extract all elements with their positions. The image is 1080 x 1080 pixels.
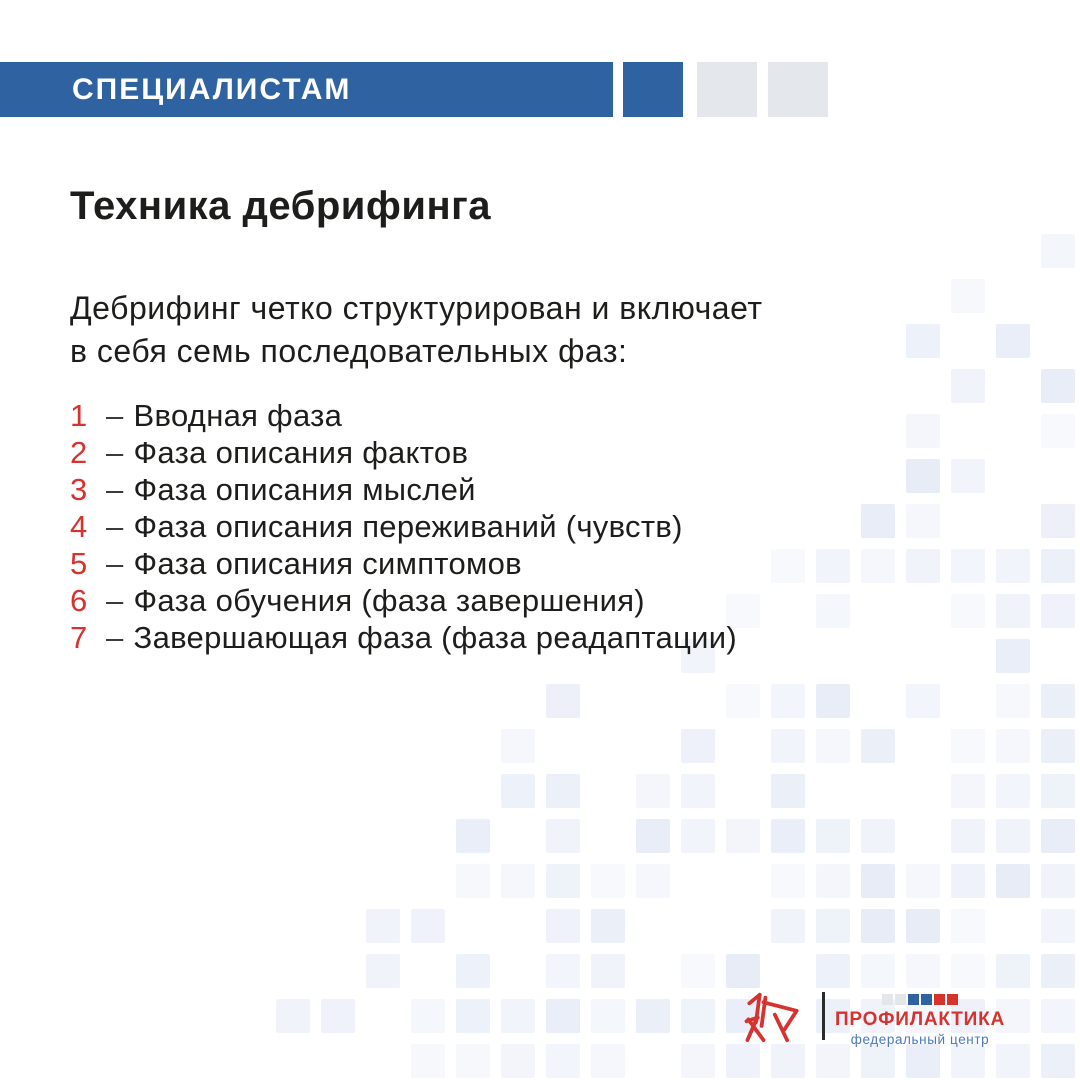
mosaic-square (501, 729, 535, 763)
mosaic-square (681, 1044, 715, 1078)
mosaic-square (771, 819, 805, 853)
mosaic-square (501, 999, 535, 1033)
phase-text: Фаза описания переживаний (чувств) (133, 509, 683, 544)
mosaic-square (951, 729, 985, 763)
mosaic-square (951, 549, 985, 583)
mosaic-square (726, 954, 760, 988)
header-banner (0, 62, 613, 117)
flag-square (921, 994, 932, 1005)
mosaic-square (276, 999, 310, 1033)
logo-divider (822, 992, 825, 1040)
mosaic-square (591, 909, 625, 943)
mosaic-square (816, 729, 850, 763)
mosaic-square (456, 954, 490, 988)
mosaic-square (861, 549, 895, 583)
mosaic-square (591, 864, 625, 898)
mosaic-square (1041, 504, 1075, 538)
phase-row (70, 545, 737, 582)
phase-row (70, 397, 737, 434)
mosaic-square (996, 774, 1030, 808)
mosaic-square (321, 999, 355, 1033)
mosaic-square (771, 864, 805, 898)
mosaic-square (951, 279, 985, 313)
mosaic-square (906, 549, 940, 583)
phase-number: 4 (70, 509, 88, 544)
mosaic-square (411, 999, 445, 1033)
phase-row (70, 508, 737, 545)
mosaic-square (906, 909, 940, 943)
mosaic-square (591, 954, 625, 988)
phase-dash: – (106, 546, 124, 581)
mosaic-square (1041, 909, 1075, 943)
mosaic-square (816, 594, 850, 628)
mosaic-square (1041, 234, 1075, 268)
mosaic-square (771, 684, 805, 718)
mosaic-square (501, 774, 535, 808)
logo-flag-row (830, 994, 1010, 1005)
phase-number: 2 (70, 435, 88, 470)
mosaic-square (861, 729, 895, 763)
mosaic-square (996, 954, 1030, 988)
mosaic-square (816, 864, 850, 898)
mosaic-square (951, 864, 985, 898)
mosaic-square (1041, 684, 1075, 718)
mosaic-square (951, 954, 985, 988)
mosaic-square (816, 909, 850, 943)
chair-icon (742, 991, 802, 1043)
phase-dash: – (106, 398, 124, 433)
phase-number: 7 (70, 620, 88, 655)
mosaic-square (996, 639, 1030, 673)
mosaic-square (366, 909, 400, 943)
mosaic-square (546, 819, 580, 853)
phase-dash: – (106, 620, 124, 655)
mosaic-square (1041, 954, 1075, 988)
mosaic-square (411, 1044, 445, 1078)
mosaic-square (996, 324, 1030, 358)
mosaic-square (1041, 549, 1075, 583)
phase-row (70, 619, 737, 656)
mosaic-square (726, 684, 760, 718)
flag-square (908, 994, 919, 1005)
mosaic-square (771, 549, 805, 583)
mosaic-square (996, 729, 1030, 763)
phase-text: Фаза описания мыслей (133, 472, 476, 507)
mosaic-square (636, 999, 670, 1033)
mosaic-square (951, 909, 985, 943)
mosaic-square (726, 819, 760, 853)
mosaic-square (1041, 864, 1075, 898)
mosaic-square (906, 954, 940, 988)
mosaic-square (861, 819, 895, 853)
flag-square (882, 994, 893, 1005)
mosaic-square (681, 954, 715, 988)
mosaic-square (1041, 729, 1075, 763)
mosaic-square (861, 864, 895, 898)
mosaic-square (996, 864, 1030, 898)
mosaic-square (546, 774, 580, 808)
mosaic-square (456, 999, 490, 1033)
mosaic-square (861, 954, 895, 988)
mosaic-square (591, 999, 625, 1033)
phase-row (70, 471, 737, 508)
mosaic-square (456, 819, 490, 853)
mosaic-square (546, 954, 580, 988)
brand-name: ПРОФИЛАКТИКА (834, 1009, 1006, 1030)
mosaic-square (771, 909, 805, 943)
mosaic-square (816, 819, 850, 853)
phase-number: 5 (70, 546, 88, 581)
mosaic-square (906, 324, 940, 358)
mosaic-square (636, 864, 670, 898)
mosaic-square (816, 684, 850, 718)
phase-dash: – (106, 509, 124, 544)
banner-accent-square-blue (623, 62, 683, 117)
banner-accent-square-light-2 (768, 62, 828, 117)
header-banner-label: СПЕЦИАЛИСТАМ (72, 73, 352, 106)
intro-line-2: в себя семь последовательных фаз: (70, 333, 628, 369)
mosaic-square (951, 594, 985, 628)
mosaic-square (1041, 819, 1075, 853)
phase-text: Фаза обучения (фаза завершения) (133, 583, 645, 618)
mosaic-square (366, 954, 400, 988)
phase-number: 1 (70, 398, 88, 433)
banner-accent-square-light-1 (697, 62, 757, 117)
phase-dash: – (106, 583, 124, 618)
mosaic-square (1041, 414, 1075, 448)
phase-row (70, 582, 737, 619)
mosaic-square (906, 414, 940, 448)
brand-subtitle: федеральный центр (850, 1032, 990, 1047)
mosaic-square (1041, 1044, 1075, 1078)
phase-dash: – (106, 435, 124, 470)
mosaic-square (411, 909, 445, 943)
mosaic-square (906, 684, 940, 718)
mosaic-square (951, 369, 985, 403)
mosaic-square (1041, 774, 1075, 808)
phase-text: Фаза описания симптомов (133, 546, 522, 581)
mosaic-square (996, 549, 1030, 583)
mosaic-square (636, 774, 670, 808)
flag-square (895, 994, 906, 1005)
mosaic-square (771, 774, 805, 808)
phase-number: 3 (70, 472, 88, 507)
mosaic-square (816, 549, 850, 583)
mosaic-square (1041, 594, 1075, 628)
mosaic-square (861, 504, 895, 538)
phase-text: Вводная фаза (133, 398, 343, 433)
mosaic-square (681, 999, 715, 1033)
phase-number: 6 (70, 583, 88, 618)
phase-row (70, 434, 737, 471)
mosaic-square (546, 909, 580, 943)
mosaic-square (681, 819, 715, 853)
mosaic-square (681, 774, 715, 808)
mosaic-square (501, 1044, 535, 1078)
logo-text-block (830, 984, 1010, 1047)
mosaic-square (1041, 369, 1075, 403)
mosaic-square (906, 864, 940, 898)
mosaic-square (996, 594, 1030, 628)
page-title: Техника дебрифинга (70, 184, 492, 228)
mosaic-square (681, 729, 715, 763)
phase-text: Завершающая фаза (фаза реадаптации) (133, 620, 738, 655)
phase-dash: – (106, 472, 124, 507)
mosaic-square (771, 729, 805, 763)
footer-logo (740, 984, 1040, 1056)
mosaic-square (636, 819, 670, 853)
phase-text: Фаза описания фактов (133, 435, 469, 470)
intro-line-1: Дебрифинг четко структурирован и включает (70, 290, 763, 326)
mosaic-square (501, 864, 535, 898)
mosaic-square (456, 864, 490, 898)
mosaic-square (906, 459, 940, 493)
mosaic-square (546, 1044, 580, 1078)
mosaic-square (951, 774, 985, 808)
mosaic-square (906, 504, 940, 538)
mosaic-square (546, 684, 580, 718)
mosaic-square (546, 864, 580, 898)
mosaic-square (546, 999, 580, 1033)
mosaic-square (1041, 999, 1075, 1033)
mosaic-square (996, 819, 1030, 853)
mosaic-square (816, 954, 850, 988)
intro-paragraph (70, 287, 762, 373)
mosaic-square (456, 1044, 490, 1078)
mosaic-square (996, 684, 1030, 718)
phases-list (70, 397, 737, 656)
flag-square (934, 994, 945, 1005)
mosaic-square (591, 1044, 625, 1078)
flag-square (947, 994, 958, 1005)
mosaic-square (951, 459, 985, 493)
mosaic-square (951, 819, 985, 853)
mosaic-square (861, 909, 895, 943)
